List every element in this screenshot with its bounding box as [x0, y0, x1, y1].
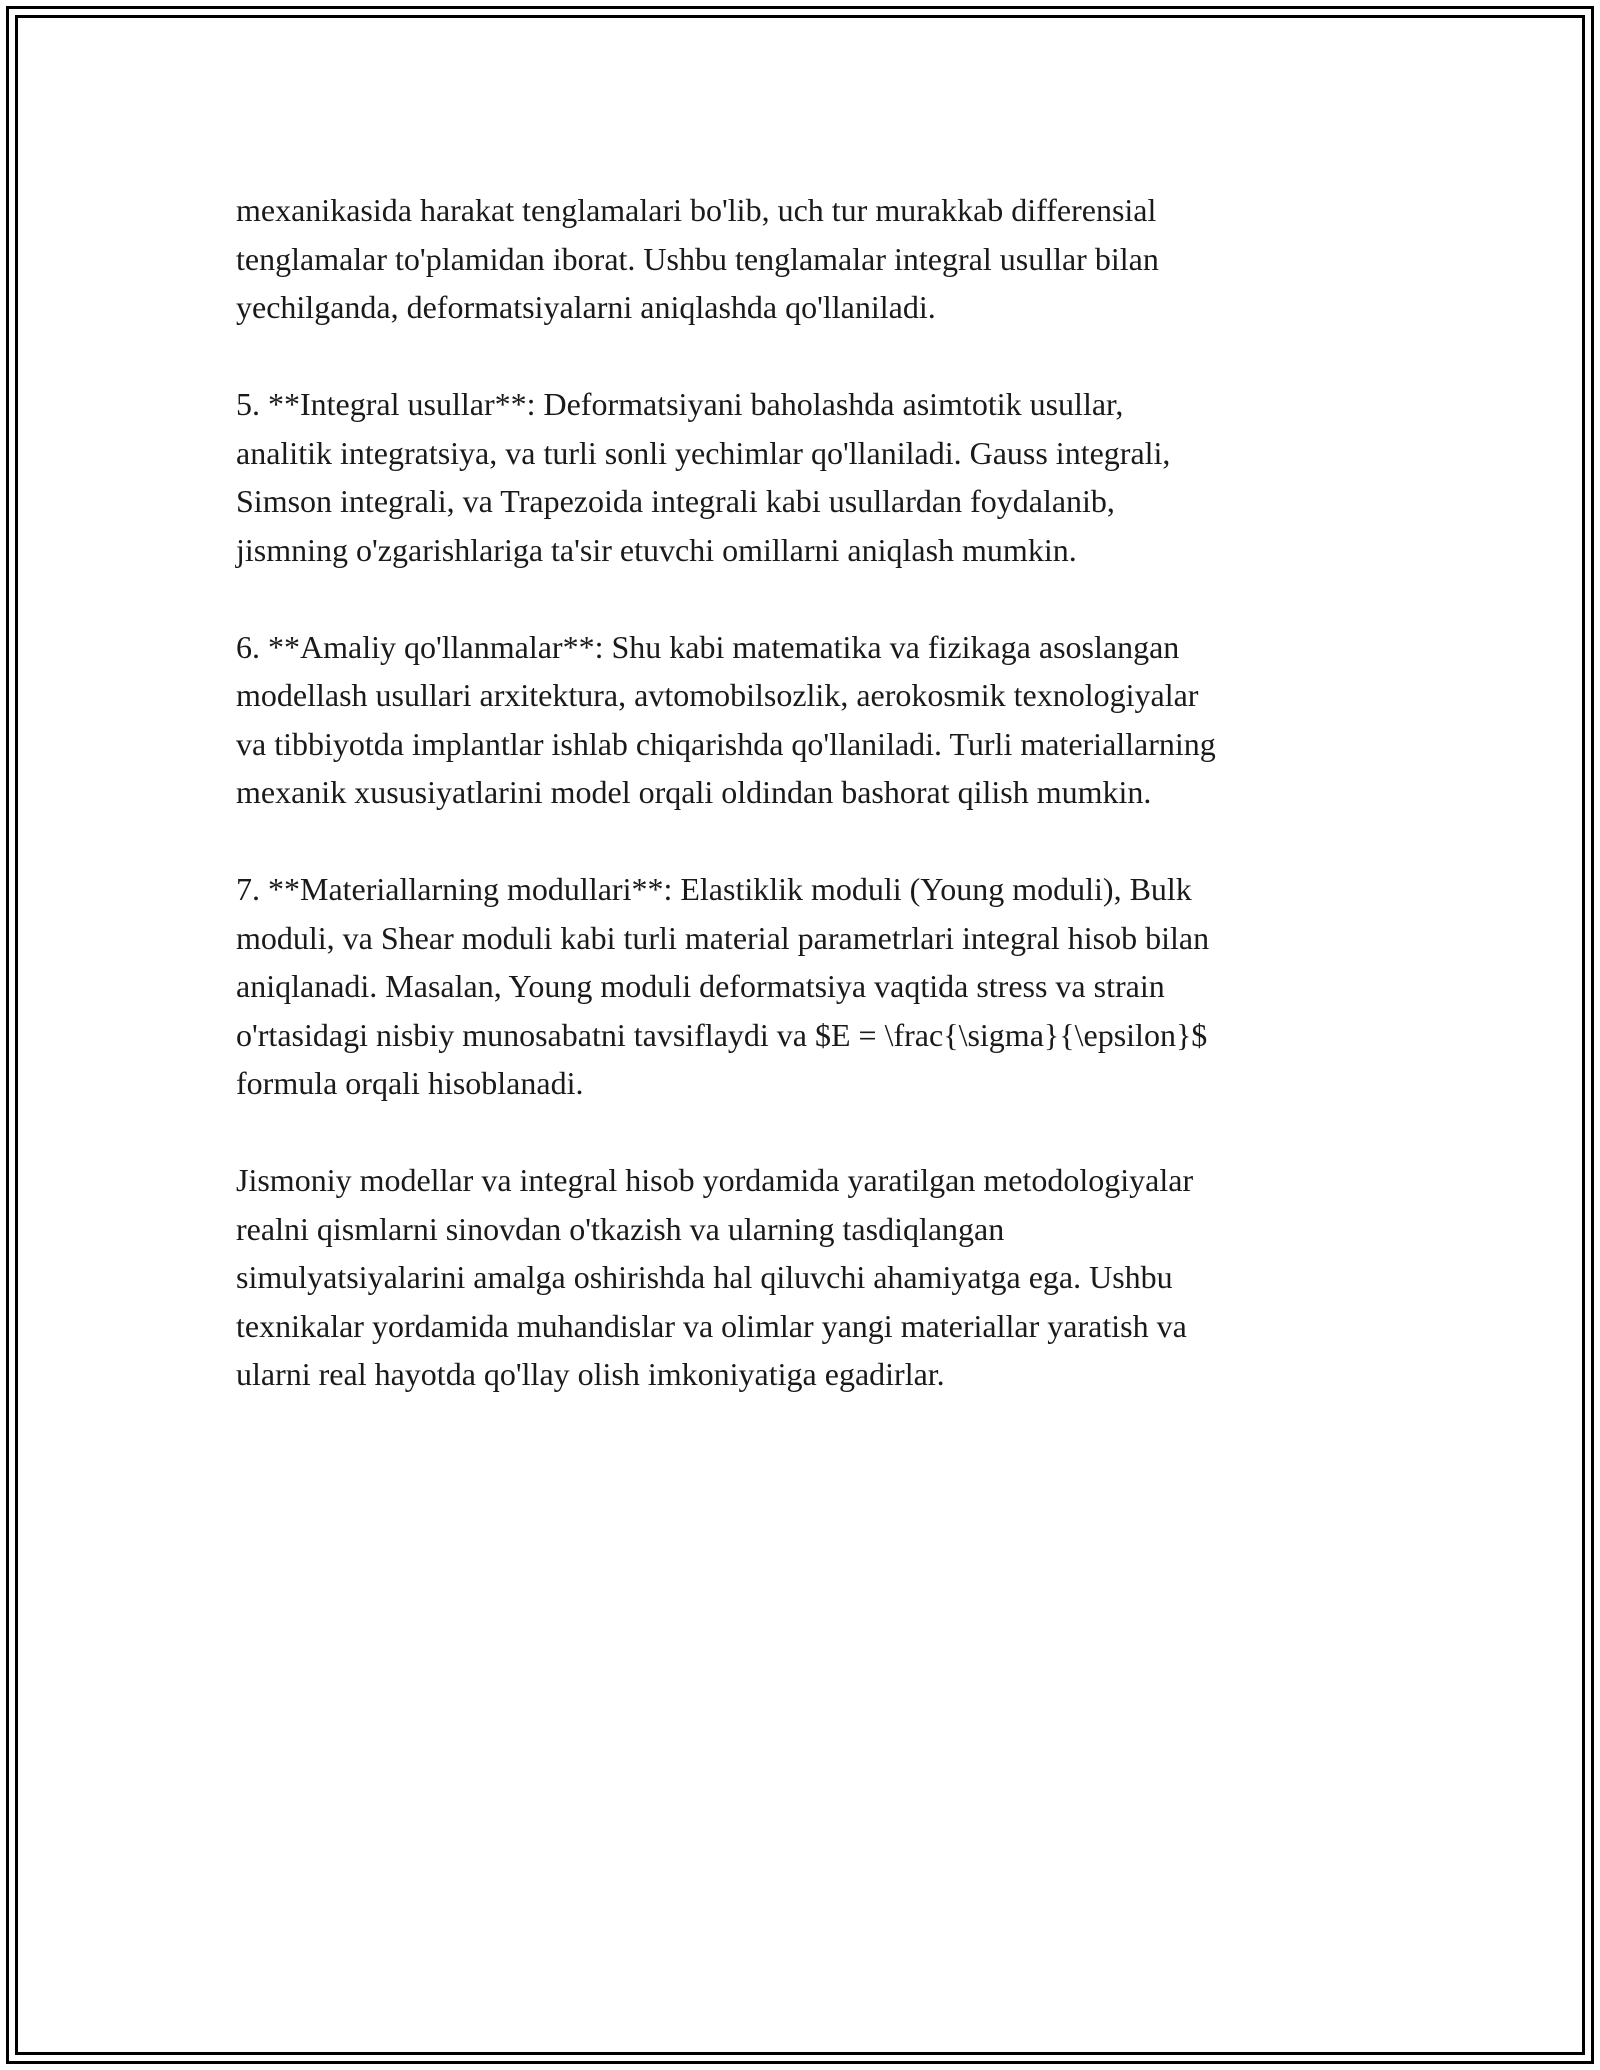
text-line: 5. **Integral usullar**: Deformatsiyani baholashda asimtotik usullar,	[236, 386, 1124, 422]
paragraph-practical-applications	[236, 623, 1386, 817]
text-line: tenglamalar to'plamidan iborat. Ushbu tenglamalar integral usullar bilan	[236, 240, 1159, 277]
paragraph-mechanics-continuation	[236, 186, 1386, 332]
text-line: mexanik xususiyatlarini model orqali oldindan bashorat qilish mumkin.	[236, 774, 1152, 810]
text-line: Simson integrali, va Trapezoida integrali kabi usullardan foydalanib,	[236, 483, 1115, 519]
text-line: moduli, va Shear moduli kabi turli material parametrlari integral hisob bilan	[236, 919, 1210, 956]
paragraph-conclusion	[236, 1156, 1386, 1399]
text-line: modellash usullari arxitektura, avtomobilsozlik, aerokosmik texnologiyalar	[236, 677, 1199, 713]
paragraph-integral-methods	[236, 380, 1386, 574]
text-line: yechilganda, deformatsiyalarni aniqlashda qo'llaniladi.	[236, 289, 936, 325]
text-line: analitik integratsiya, va turli sonli yechimlar qo'llaniladi. Gauss integrali,	[236, 434, 1171, 471]
text-line: o'rtasidagi nisbiy munosabatni tavsiflaydi va $E = \frac{\sigma}{\epsilon}$	[236, 1016, 1208, 1053]
text-line: realni qismlarni sinovdan o'tkazish va ularning tasdiqlangan	[236, 1210, 1005, 1247]
text-line: simulyatsiyalarini amalga oshirishda hal qiluvchi ahamiyatga ega. Ushbu	[236, 1259, 1173, 1295]
text-line: formula orqali hisoblanadi.	[236, 1065, 584, 1101]
text-line: mexanikasida harakat tenglamalari bo'lib, uch tur murakkab differensial	[236, 192, 1157, 228]
text-line: jismning o'zgarishlariga ta'sir etuvchi omillarni aniqlash mumkin.	[236, 531, 1077, 568]
text-line: aniqlanadi. Masalan, Young moduli deformatsiya vaqtida stress va strain	[236, 968, 1165, 1004]
text-line: ularni real hayotda qo'llay olish imkoniyatiga egadirlar.	[236, 1356, 945, 1392]
text-line: Jismoniy modellar va integral hisob yordamida yaratilgan metodologiyalar	[236, 1162, 1194, 1198]
text-line: 6. **Amaliy qo'llanmalar**: Shu kabi matematika va fizikaga asoslangan	[236, 628, 1180, 665]
paragraph-material-moduli	[236, 865, 1386, 1108]
document-body	[236, 186, 1386, 1447]
text-line: 7. **Materiallarning modullari**: Elastiklik moduli (Young moduli), Bulk	[236, 871, 1192, 907]
text-line: va tibbiyotda implantlar ishlab chiqarishda qo'llaniladi. Turli materiallarning	[236, 725, 1216, 762]
text-line: texnikalar yordamida muhandislar va olimlar yangi materiallar yaratish va	[236, 1307, 1187, 1344]
